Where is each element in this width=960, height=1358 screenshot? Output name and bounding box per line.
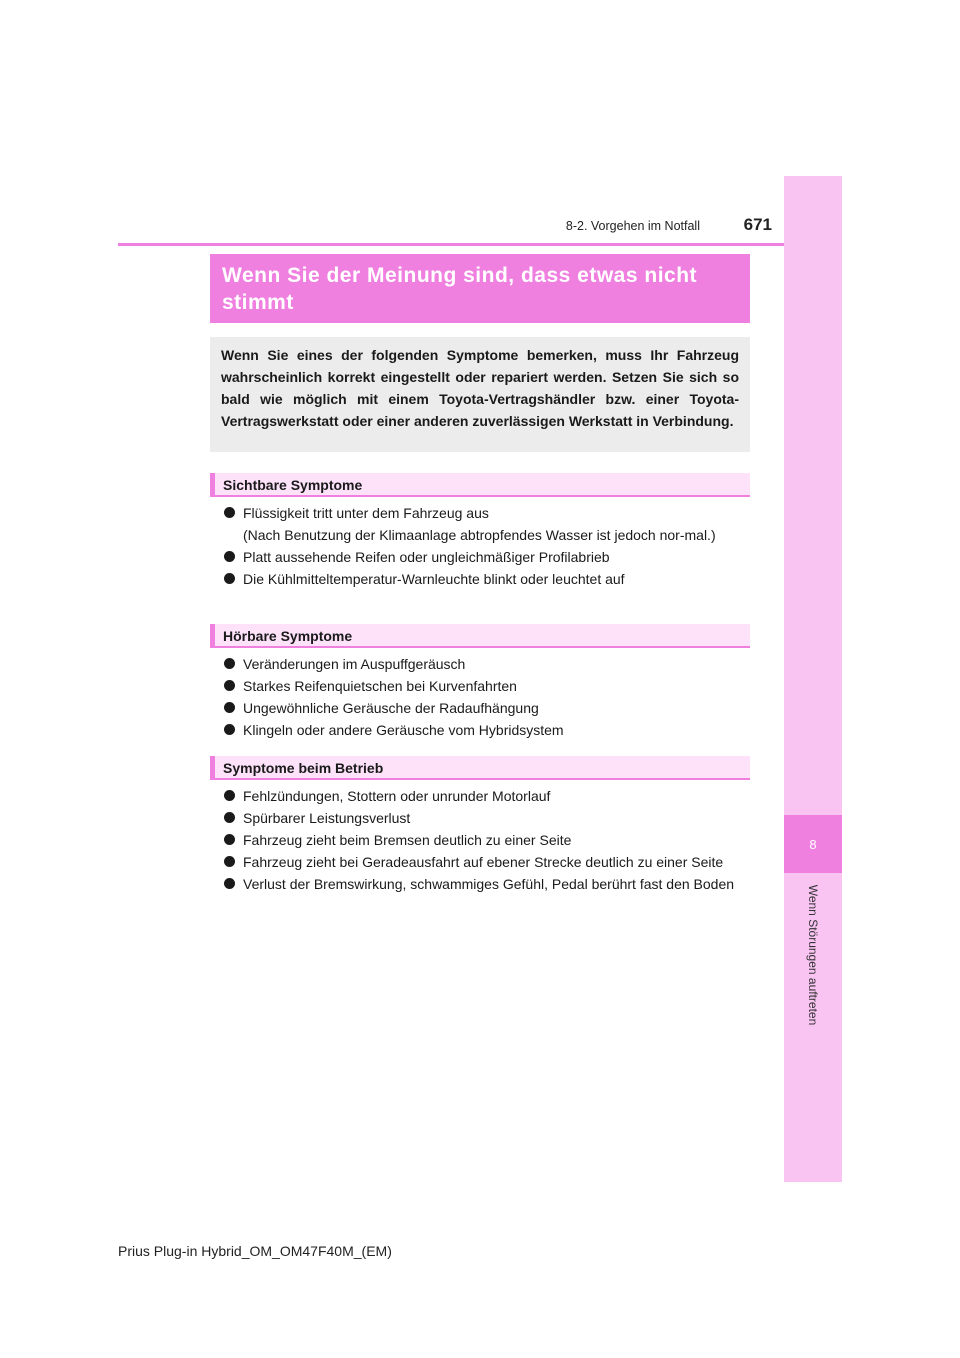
section-heading-audible — [210, 624, 750, 648]
chapter-side-tab — [784, 176, 842, 1182]
list-item-text: Fahrzeug zieht bei Geradeausfahrt auf ebener Strecke deutlich zu einer Seite — [243, 854, 724, 870]
chapter-number-tab — [784, 815, 842, 873]
document-footer: Prius Plug-in Hybrid_OM_OM47F40M_(EM) — [118, 1243, 392, 1259]
bullet-list-visible — [224, 502, 746, 590]
list-item-text: Spürbarer Leistungsverlust — [243, 810, 411, 826]
bullet-icon — [224, 573, 235, 584]
list-item — [224, 719, 746, 741]
list-item — [224, 568, 746, 590]
list-item-text: Fehlzündungen, Stottern oder unrunder Motorlauf — [243, 788, 551, 804]
bullet-icon — [224, 834, 235, 845]
bullet-icon — [224, 812, 235, 823]
list-item — [224, 675, 746, 697]
bullet-icon — [224, 658, 235, 669]
bullet-list-audible — [224, 653, 746, 741]
chapter-number: 8 — [809, 836, 817, 852]
page-title: Wenn Sie der Meinung sind, dass etwas nicht stimmt — [222, 264, 698, 314]
section-reference: 8-2. Vorgehen im Notfall — [565, 219, 700, 233]
list-item-text: Veränderungen im Auspuffgeräusch — [243, 656, 466, 672]
list-item — [224, 653, 746, 675]
bullet-icon — [224, 680, 235, 691]
page-title-box — [210, 254, 750, 323]
list-item-text: Verlust der Bremswirkung, schwammiges Gefühl, Pedal berührt fast den Boden — [243, 876, 735, 892]
intro-box: Wenn Sie eines der folgenden Symptome bemerken, muss Ihr Fahrzeug wahrscheinlich korrekt eingestellt oder repariert werden. Setzen Sie sich so bald wie möglich mit einem Toyota-Vertragshändler bzw. einer Toyota-Vertragswerkstatt oder einer anderen zuverlässigen Werkstatt in Verbindung. — [210, 337, 750, 452]
section-heading-visible — [210, 473, 750, 497]
bullet-icon — [224, 702, 235, 713]
bullet-icon — [224, 724, 235, 735]
bullet-icon — [224, 507, 235, 518]
list-item — [224, 807, 746, 829]
list-item — [224, 546, 746, 568]
list-item-text: Flüssigkeit tritt unter dem Fahrzeug aus (Nach Benutzung der Klimaanlage abtropfendes Wasser ist jedoch nor-mal.) — [243, 505, 716, 543]
list-item-text: Starkes Reifenquietschen bei Kurvenfahrten — [243, 678, 517, 694]
section-heading-text: Sichtbare Symptome — [223, 477, 363, 493]
section-heading-marker — [210, 473, 215, 495]
bullet-icon — [224, 878, 235, 889]
bullet-icon — [224, 551, 235, 562]
bullet-icon — [224, 856, 235, 867]
section-heading-marker — [210, 624, 215, 646]
list-item — [224, 829, 746, 851]
list-item-text: Ungewöhnliche Geräusche der Radaufhängung — [243, 700, 539, 716]
list-item — [224, 502, 746, 546]
list-item — [224, 851, 746, 873]
section-heading-text: Hörbare Symptome — [223, 628, 353, 644]
bullet-icon — [224, 790, 235, 801]
list-item-text: Platt aussehende Reifen oder ungleichmäßiger Profilabrieb — [243, 549, 610, 565]
section-heading-marker — [210, 756, 215, 778]
section-heading-operation — [210, 756, 750, 780]
list-item — [224, 785, 746, 807]
chapter-title: Wenn Störungen auftreten — [806, 884, 820, 1026]
list-item-text: Klingeln oder andere Geräusche vom Hybridsystem — [243, 722, 564, 738]
list-item — [224, 873, 746, 895]
header-rule — [118, 243, 784, 246]
list-item-text: Die Kühlmitteltemperatur-Warnleuchte blinkt oder leuchtet auf — [243, 571, 625, 587]
section-heading-text: Symptome beim Betrieb — [223, 760, 384, 776]
bullet-list-operation — [224, 785, 746, 895]
list-item — [224, 697, 746, 719]
list-item-text: Fahrzeug zieht beim Bremsen deutlich zu einer Seite — [243, 832, 572, 848]
page-number: 671 — [743, 215, 772, 234]
